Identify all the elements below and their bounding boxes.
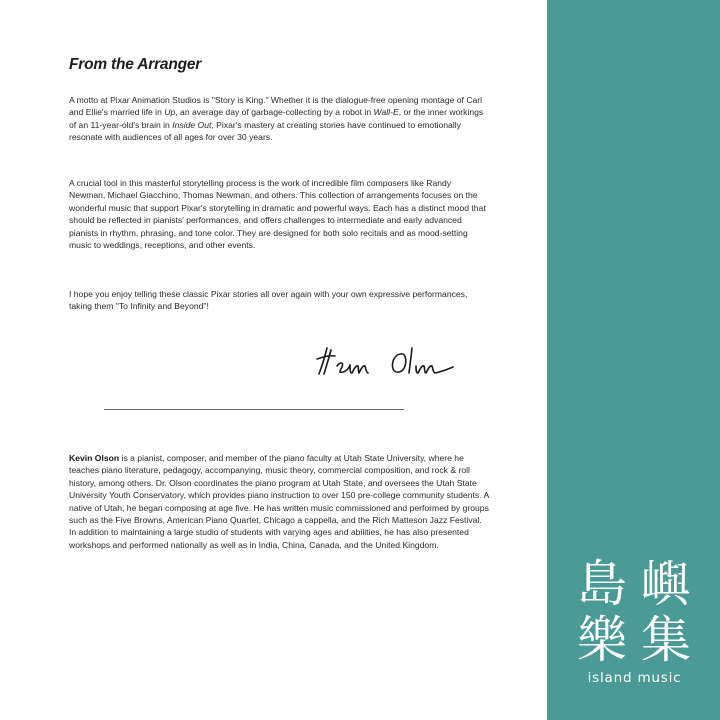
arranger-paragraph-3: I hope you enjoy telling these classic Pixar stories all over again with your own expressive performances, taking them "To Infinity and Beyond"! (69, 289, 468, 312)
logo-char-2: 嶼 (641, 555, 691, 613)
logo-char-4: 集 (641, 611, 691, 669)
logo-char-1: 島 (577, 555, 627, 613)
bio-text: is a pianist, composer, and member of the piano faculty at Utah State University, where he teaches piano literature, pedagogy, accompanying, music theory, commercial composition, and rock & roll history, among others. Dr. Olson coordinates the piano program at Utah State, and oversees the Utah State University Youth Conservatory, which provides piano instruction to over 150 pre-college community students. A native of Utah, he began composing at age five. He has written music commissioned and performed by groups such as the Five Browns, American Piano Quartet, Chicago a cappella, and the Rich Matteson Jazz Festival. In addition to maintaining a large studio of students with varying ages and abilities, he has also presented workshops and performed nationally as well as in India, China, Canada, and the United Kingdom. (69, 453, 489, 550)
logo-wordmark: island music (587, 670, 682, 686)
composer-bio (69, 452, 489, 551)
paragraph-text: A motto at Pixar Animation Studios is "Story is King." Whether it is the dialogue-free opening montage of Carl and Ellie's married life in (69, 95, 483, 118)
arranger-paragraph-2: A crucial tool in this masterful storytelling process is the work of incredible film composers like Randy Newman, Michael Giacchino, Thomas Newman, and others. This collection of arrangements focuses on the wonderful music that support Pixar's storytelling in dramatic and powerful ways. Each has a distinct mood that should be reflected in pianists' performances, and offers challenges to intermediate and early advanced pianists in rhythm, phrasing, and tone color. They are designed for both solo recitals and as mood-setting music to weddings, receptions, and other events. (69, 178, 486, 251)
paragraph-text: , Pixar's mastery at creating stories have continued to emotionally resonate with audiences of all ages for over 30 years. (69, 119, 461, 143)
logo-char-3: 樂 (577, 611, 627, 669)
arranger-paragraph-1 (69, 94, 489, 144)
movie-title-up: Up (164, 107, 176, 118)
island-music-logo (572, 556, 697, 696)
composer-name: Kevin Olson (69, 453, 120, 463)
signature (315, 342, 460, 378)
movie-title-wall-e: Wall-E (373, 107, 399, 118)
section-divider (104, 409, 404, 410)
paragraph-text: , an average day of garbage-collecting by a robot in (175, 107, 374, 118)
movie-title-inside-out: Inside Out (172, 119, 212, 130)
page-title: From the Arranger (69, 56, 202, 73)
paragraph-text: , or the inner workings of an 11-year-old's brain in (69, 107, 484, 130)
